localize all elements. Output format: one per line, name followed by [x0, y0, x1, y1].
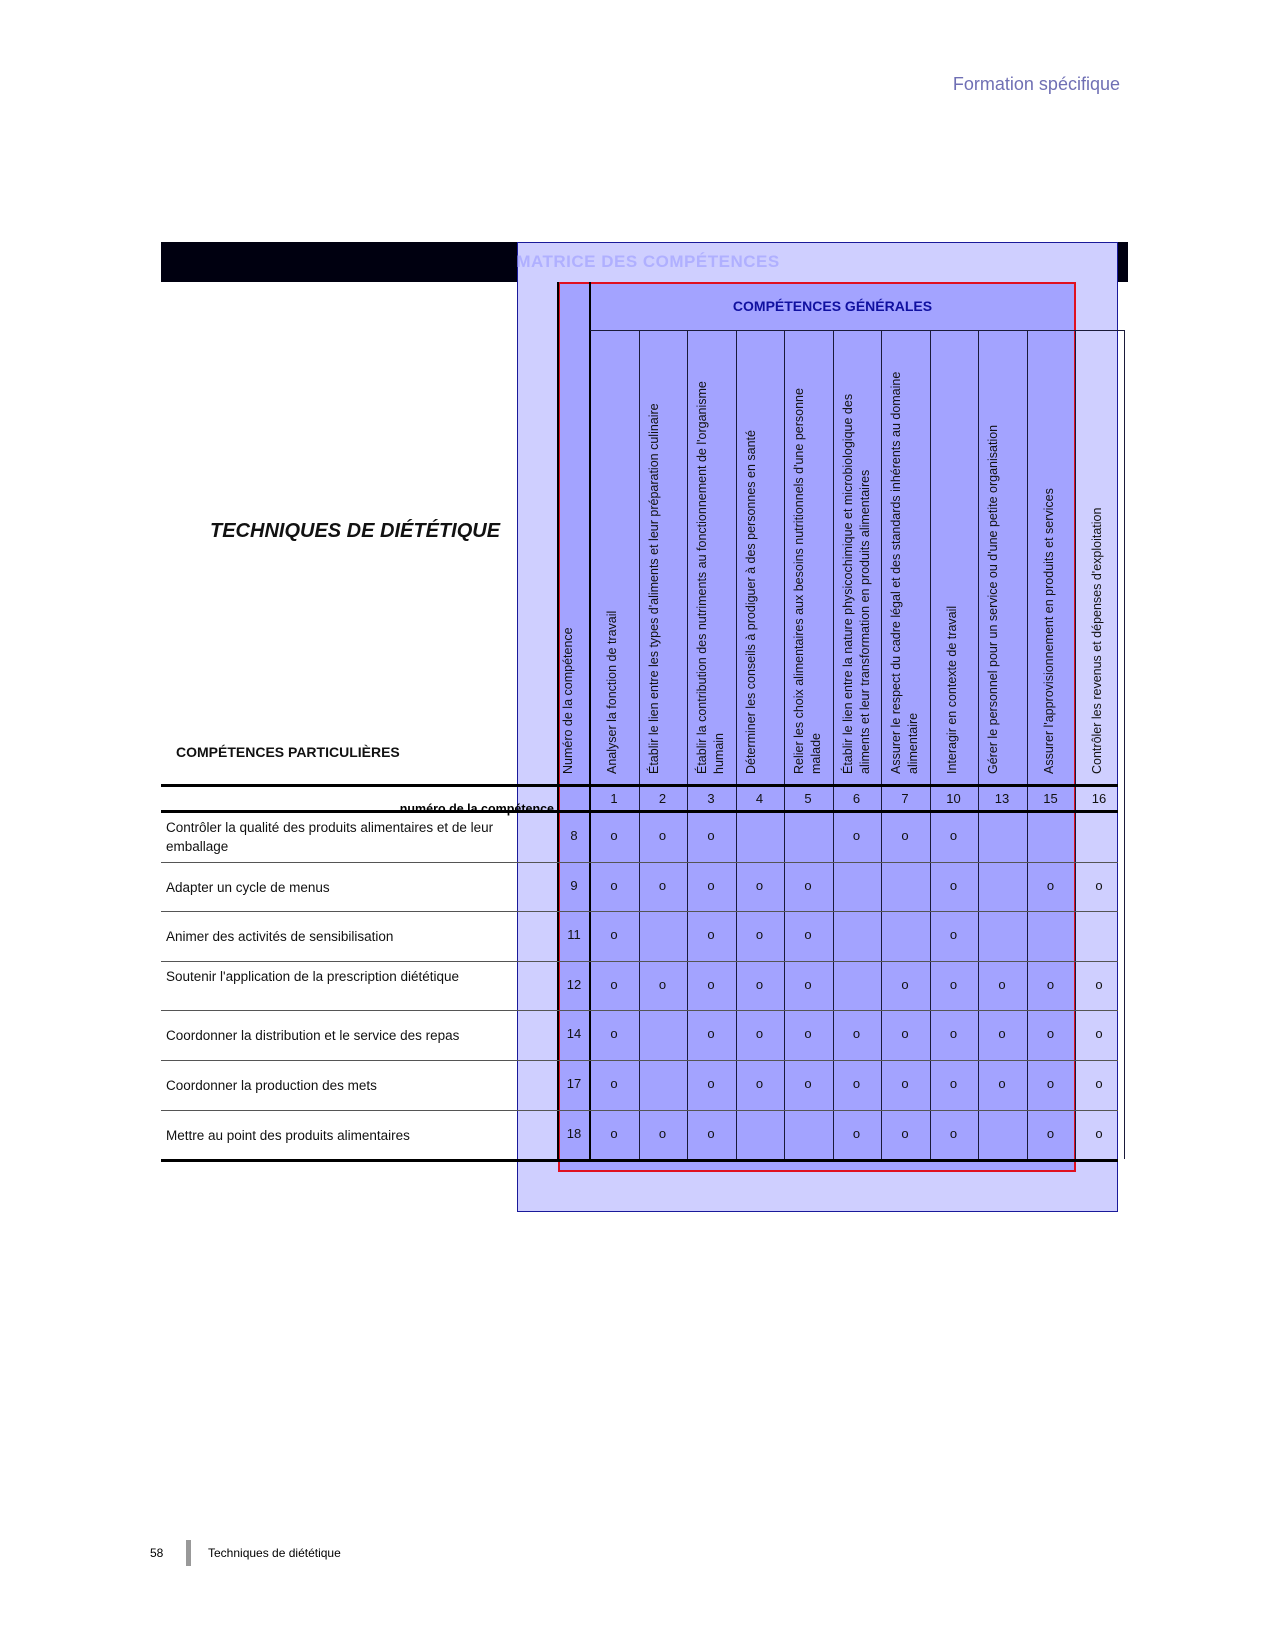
row-divider — [161, 1110, 1118, 1111]
competency-link-mark: o — [755, 1076, 764, 1091]
general-competency-label: Assurer le respect du cadre légal et des standards inhérents au domaine alimentaire — [889, 371, 920, 774]
competency-link-mark: o — [1095, 1026, 1103, 1042]
row-divider — [161, 961, 1118, 962]
general-competency-label: Établir le lien entre la nature physicochimique et microbiologique des aliments et leur transformation en produits alimentaires — [840, 393, 872, 774]
competency-link-mark: o — [804, 1076, 812, 1091]
competency-link-mark: o — [949, 927, 958, 943]
particular-competency-label: Contrôler la qualité des produits alimentaires et de leur emballage — [166, 820, 494, 854]
competency-link-mark: o — [901, 976, 909, 992]
competency-link-mark: o — [949, 976, 958, 992]
general-competency-label: Établir le lien entre les types d'aliments et leur préparation culinaire — [646, 403, 661, 774]
general-competency-number: 5 — [804, 791, 812, 806]
competency-link-mark: o — [852, 1125, 861, 1141]
competency-link-mark: o — [658, 976, 667, 992]
footer-separator — [186, 1540, 191, 1566]
numero-column-label: Numéro de la compétence — [561, 627, 575, 774]
competency-link-mark: o — [901, 1125, 909, 1141]
competency-link-mark: o — [804, 1026, 812, 1042]
general-competency-label: Analyser la fonction de travail — [605, 610, 619, 774]
particular-competency-label: Adapter un cycle de menus — [166, 879, 330, 895]
competency-link-mark: o — [901, 1076, 909, 1091]
competency-link-mark: o — [1095, 1076, 1103, 1091]
particular-competency-label: Coordonner la distribution et le service des repas — [166, 1028, 460, 1044]
competency-link-mark: o — [998, 1026, 1006, 1042]
competency-link-mark: o — [804, 877, 812, 893]
general-competency-label: Gérer le personnel pour un service ou d'une petite organisation — [986, 424, 1000, 774]
particular-competency-number: 9 — [570, 877, 578, 893]
competency-link-mark: o — [949, 1125, 958, 1141]
general-competency-label: Contrôler les revenus et dépenses d'exploitation — [1090, 507, 1104, 774]
general-competency-label: Relier les choix alimentaires aux besoins nutritionnels d'une personne malade — [792, 388, 823, 774]
general-competency-number: 13 — [994, 791, 1010, 806]
page-number: 58 — [150, 1546, 164, 1560]
competency-link-mark: o — [707, 1026, 715, 1042]
competency-link-mark: o — [707, 927, 715, 943]
competency-link-mark: o — [707, 877, 715, 893]
competency-link-mark: o — [852, 1076, 861, 1091]
particular-competency-label: Coordonner la production des mets — [166, 1078, 377, 1093]
row-divider — [161, 911, 1118, 912]
competency-link-mark: o — [998, 1076, 1006, 1091]
particular-competency-number: 11 — [567, 927, 581, 943]
competency-link-mark: o — [658, 877, 667, 893]
general-competency-label: Établir la contribution des nutriments au fonctionnement de l'organisme humain — [695, 381, 726, 774]
competency-link-mark: o — [949, 877, 958, 893]
particular-competency-number: 18 — [566, 1125, 582, 1141]
header-divider — [590, 330, 1125, 331]
competency-link-mark: o — [901, 1026, 909, 1042]
competency-link-mark: o — [1046, 976, 1055, 992]
particular-competency-number: 14 — [566, 1026, 582, 1042]
row-divider — [161, 1010, 1118, 1011]
competency-link-mark: o — [610, 828, 618, 843]
general-competency-number: 2 — [658, 791, 667, 806]
particular-competency-label: Animer des activités de sensibilisation — [166, 929, 394, 945]
numero-row-label: numéro de la compétence — [399, 802, 554, 816]
competency-link-mark: o — [707, 1125, 715, 1141]
general-competency-number: 7 — [901, 791, 909, 806]
competency-link-mark: o — [755, 976, 764, 992]
general-competency-label: Assurer l'approvisionnement en produits et services — [1041, 488, 1056, 774]
competency-link-mark: o — [852, 1026, 861, 1042]
competency-link-mark: o — [901, 828, 909, 843]
competency-link-mark: o — [707, 828, 715, 843]
competency-link-mark: o — [1095, 976, 1103, 992]
particular-competency-label: Soutenir l'application de la prescription diététique — [166, 968, 460, 984]
competency-link-mark: o — [658, 828, 667, 843]
row-divider — [161, 862, 1118, 863]
particular-competencies-title: COMPÉTENCES PARTICULIÈRES — [176, 744, 400, 760]
row-divider — [161, 1060, 1118, 1061]
competency-link-mark: o — [804, 976, 812, 992]
competency-link-mark: o — [1046, 1076, 1055, 1091]
particular-competency-number: 8 — [570, 828, 578, 843]
section-header: Formation spécifique — [952, 74, 1120, 94]
rule-top — [161, 784, 1118, 787]
competency-link-mark: o — [610, 1076, 618, 1091]
competency-link-mark: o — [1095, 1125, 1103, 1141]
rule-bottom — [161, 1159, 1118, 1162]
footer-title: Techniques de diététique — [208, 1546, 341, 1560]
competency-link-mark: o — [949, 1076, 958, 1091]
particular-competency-label: Mettre au point des produits alimentaires — [166, 1127, 410, 1143]
general-competency-number: 1 — [610, 791, 618, 806]
general-competency-number: 15 — [1043, 791, 1058, 806]
competency-link-mark: o — [610, 1026, 618, 1042]
competency-link-mark: o — [658, 1125, 667, 1141]
column-divider — [639, 330, 640, 1159]
program-title: TECHNIQUES DE DIÉTÉTIQUE — [210, 520, 501, 542]
general-competency-label: Déterminer les conseils à prodiguer à des personnes en santé — [743, 430, 758, 774]
general-competency-number: 4 — [755, 791, 764, 806]
general-competency-label: Interagir en contexte de travail — [944, 605, 959, 774]
competency-link-mark: o — [707, 976, 715, 992]
general-competency-number: 10 — [946, 791, 961, 806]
general-competency-number: 6 — [852, 791, 861, 806]
competency-link-mark: o — [610, 1125, 618, 1141]
particular-competency-number: 12 — [566, 976, 582, 992]
competency-link-mark: o — [1046, 1026, 1055, 1042]
competency-link-mark: o — [852, 828, 861, 843]
competency-link-mark: o — [1046, 1125, 1055, 1141]
general-competency-number: 16 — [1091, 791, 1107, 806]
competency-link-mark: o — [755, 1026, 764, 1042]
general-competency-number: 3 — [707, 791, 715, 806]
general-competencies-title: COMPÉTENCES GÉNÉRALES — [732, 298, 933, 314]
competency-link-mark: o — [610, 877, 618, 893]
matrix-title: MATRICE DES COMPÉTENCES — [516, 252, 780, 271]
competency-link-mark: o — [755, 877, 764, 893]
competency-link-mark: o — [804, 927, 812, 943]
competency-link-mark: o — [610, 976, 618, 992]
column-divider — [1124, 330, 1125, 1159]
competency-link-mark: o — [707, 1076, 715, 1091]
competency-link-mark: o — [998, 976, 1006, 992]
competency-link-mark: o — [949, 828, 958, 843]
competency-link-mark: o — [1095, 877, 1103, 893]
competency-link-mark: o — [755, 927, 764, 943]
competency-link-mark: o — [610, 927, 618, 943]
particular-competency-number: 17 — [566, 1076, 582, 1091]
competency-link-mark: o — [949, 1026, 958, 1042]
competency-link-mark: o — [1046, 877, 1055, 893]
